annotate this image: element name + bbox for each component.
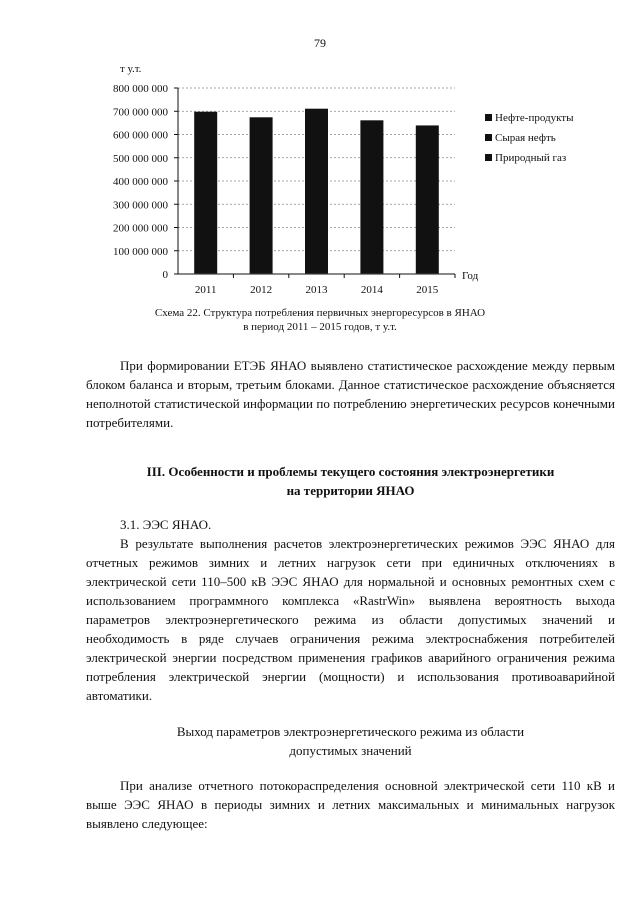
y-axis-unit-label: т у.т. [120, 63, 142, 75]
x-tick-label: 2011 [194, 284, 217, 296]
y-tick-label: 700 000 000 [113, 106, 168, 119]
energy-consumption-chart [0, 0, 640, 305]
x-axis-unit-label: Год [462, 270, 479, 282]
chart-caption-line1: Схема 22. Структура потребления первичных энергоресурсов в ЯНАО [154, 307, 486, 319]
x-tick-label: 2013 [305, 284, 328, 296]
section-heading-line2: на территории ЯНАО [286, 483, 415, 498]
section-heading-line1: III. Особенности и проблемы текущего состояния электроэнергетики [146, 464, 555, 479]
chart-caption [80, 306, 560, 334]
y-tick-label: 800 000 000 [113, 83, 168, 95]
legend-swatch [485, 134, 492, 141]
x-tick-label: 2012 [250, 284, 273, 296]
paragraph-analysis: При анализе отчетного потокораспределения основной электрической сети 110 кВ и выше ЭЭС ЯНАО в периоды зимних и летних максимальных и минимальных нагрузок выявлено следующее: [86, 778, 615, 831]
subheading-line2: допустимых значений [289, 743, 412, 758]
bar-2013 [305, 109, 328, 274]
chart-caption-line2: в период 2011 – 2015 годов, т у.т. [243, 321, 397, 333]
paragraph-calculations: В результате выполнения расчетов электроэнергетических режимов ЭЭС ЯНАО для отчетных режимов зимних и летних нагрузок сети при единичных отключениях в электрической сети 110–500 кВ ЭЭС ЯНАО для нормальной и основных ремонтных схем с использованием программного комплекса «RastrWin» выявлена вероятность выхода параметров электроэнергетического режима из области допустимых значений и необходимость в ряде случаев ограничения режима электроснабжения потребителей электрической энергии посредством применения графиков аварийного ограничения режима потребления электрической энергии (мощности) и использования противоаварийной автоматики. [86, 536, 615, 703]
legend-label: Природный газ [495, 152, 567, 164]
bar-2011 [194, 112, 217, 274]
x-tick-label: 2014 [360, 284, 383, 296]
page-number: 79 [314, 36, 326, 50]
y-tick-label: 200 000 000 [113, 222, 168, 235]
x-tick-label: 2015 [416, 284, 439, 296]
legend-swatch [485, 154, 492, 161]
bar-2014 [360, 120, 383, 273]
bar-2012 [250, 117, 273, 273]
y-tick-label: 400 000 000 [113, 176, 168, 188]
y-tick-label: 300 000 000 [113, 199, 168, 212]
legend-label: Сырая нефть [495, 132, 556, 144]
subheading-line1: Выход параметров электроэнергетического режима из области [176, 724, 525, 739]
y-tick-label: 600 000 000 [113, 129, 168, 142]
paragraph-etb-discrepancy: При формировании ЕТЭБ ЯНАО выявлено статистическое расхождение между первым блоком баланса и вторым, третьим блоками. Данное статистическое расхождение объясняется неполнотой статистической информации по потреблению энергетических ресурсов конечными потребителями. [86, 358, 615, 430]
y-tick-label: 500 000 000 [113, 152, 168, 165]
legend-label: Нефте-продукты [495, 112, 574, 124]
subsection-label: 3.1. ЭЭС ЯНАО. [120, 517, 212, 532]
y-tick-label: 0 [162, 269, 168, 281]
legend-swatch [485, 114, 492, 121]
bar-2015 [416, 125, 439, 273]
y-tick-label: 100 000 000 [113, 245, 168, 258]
